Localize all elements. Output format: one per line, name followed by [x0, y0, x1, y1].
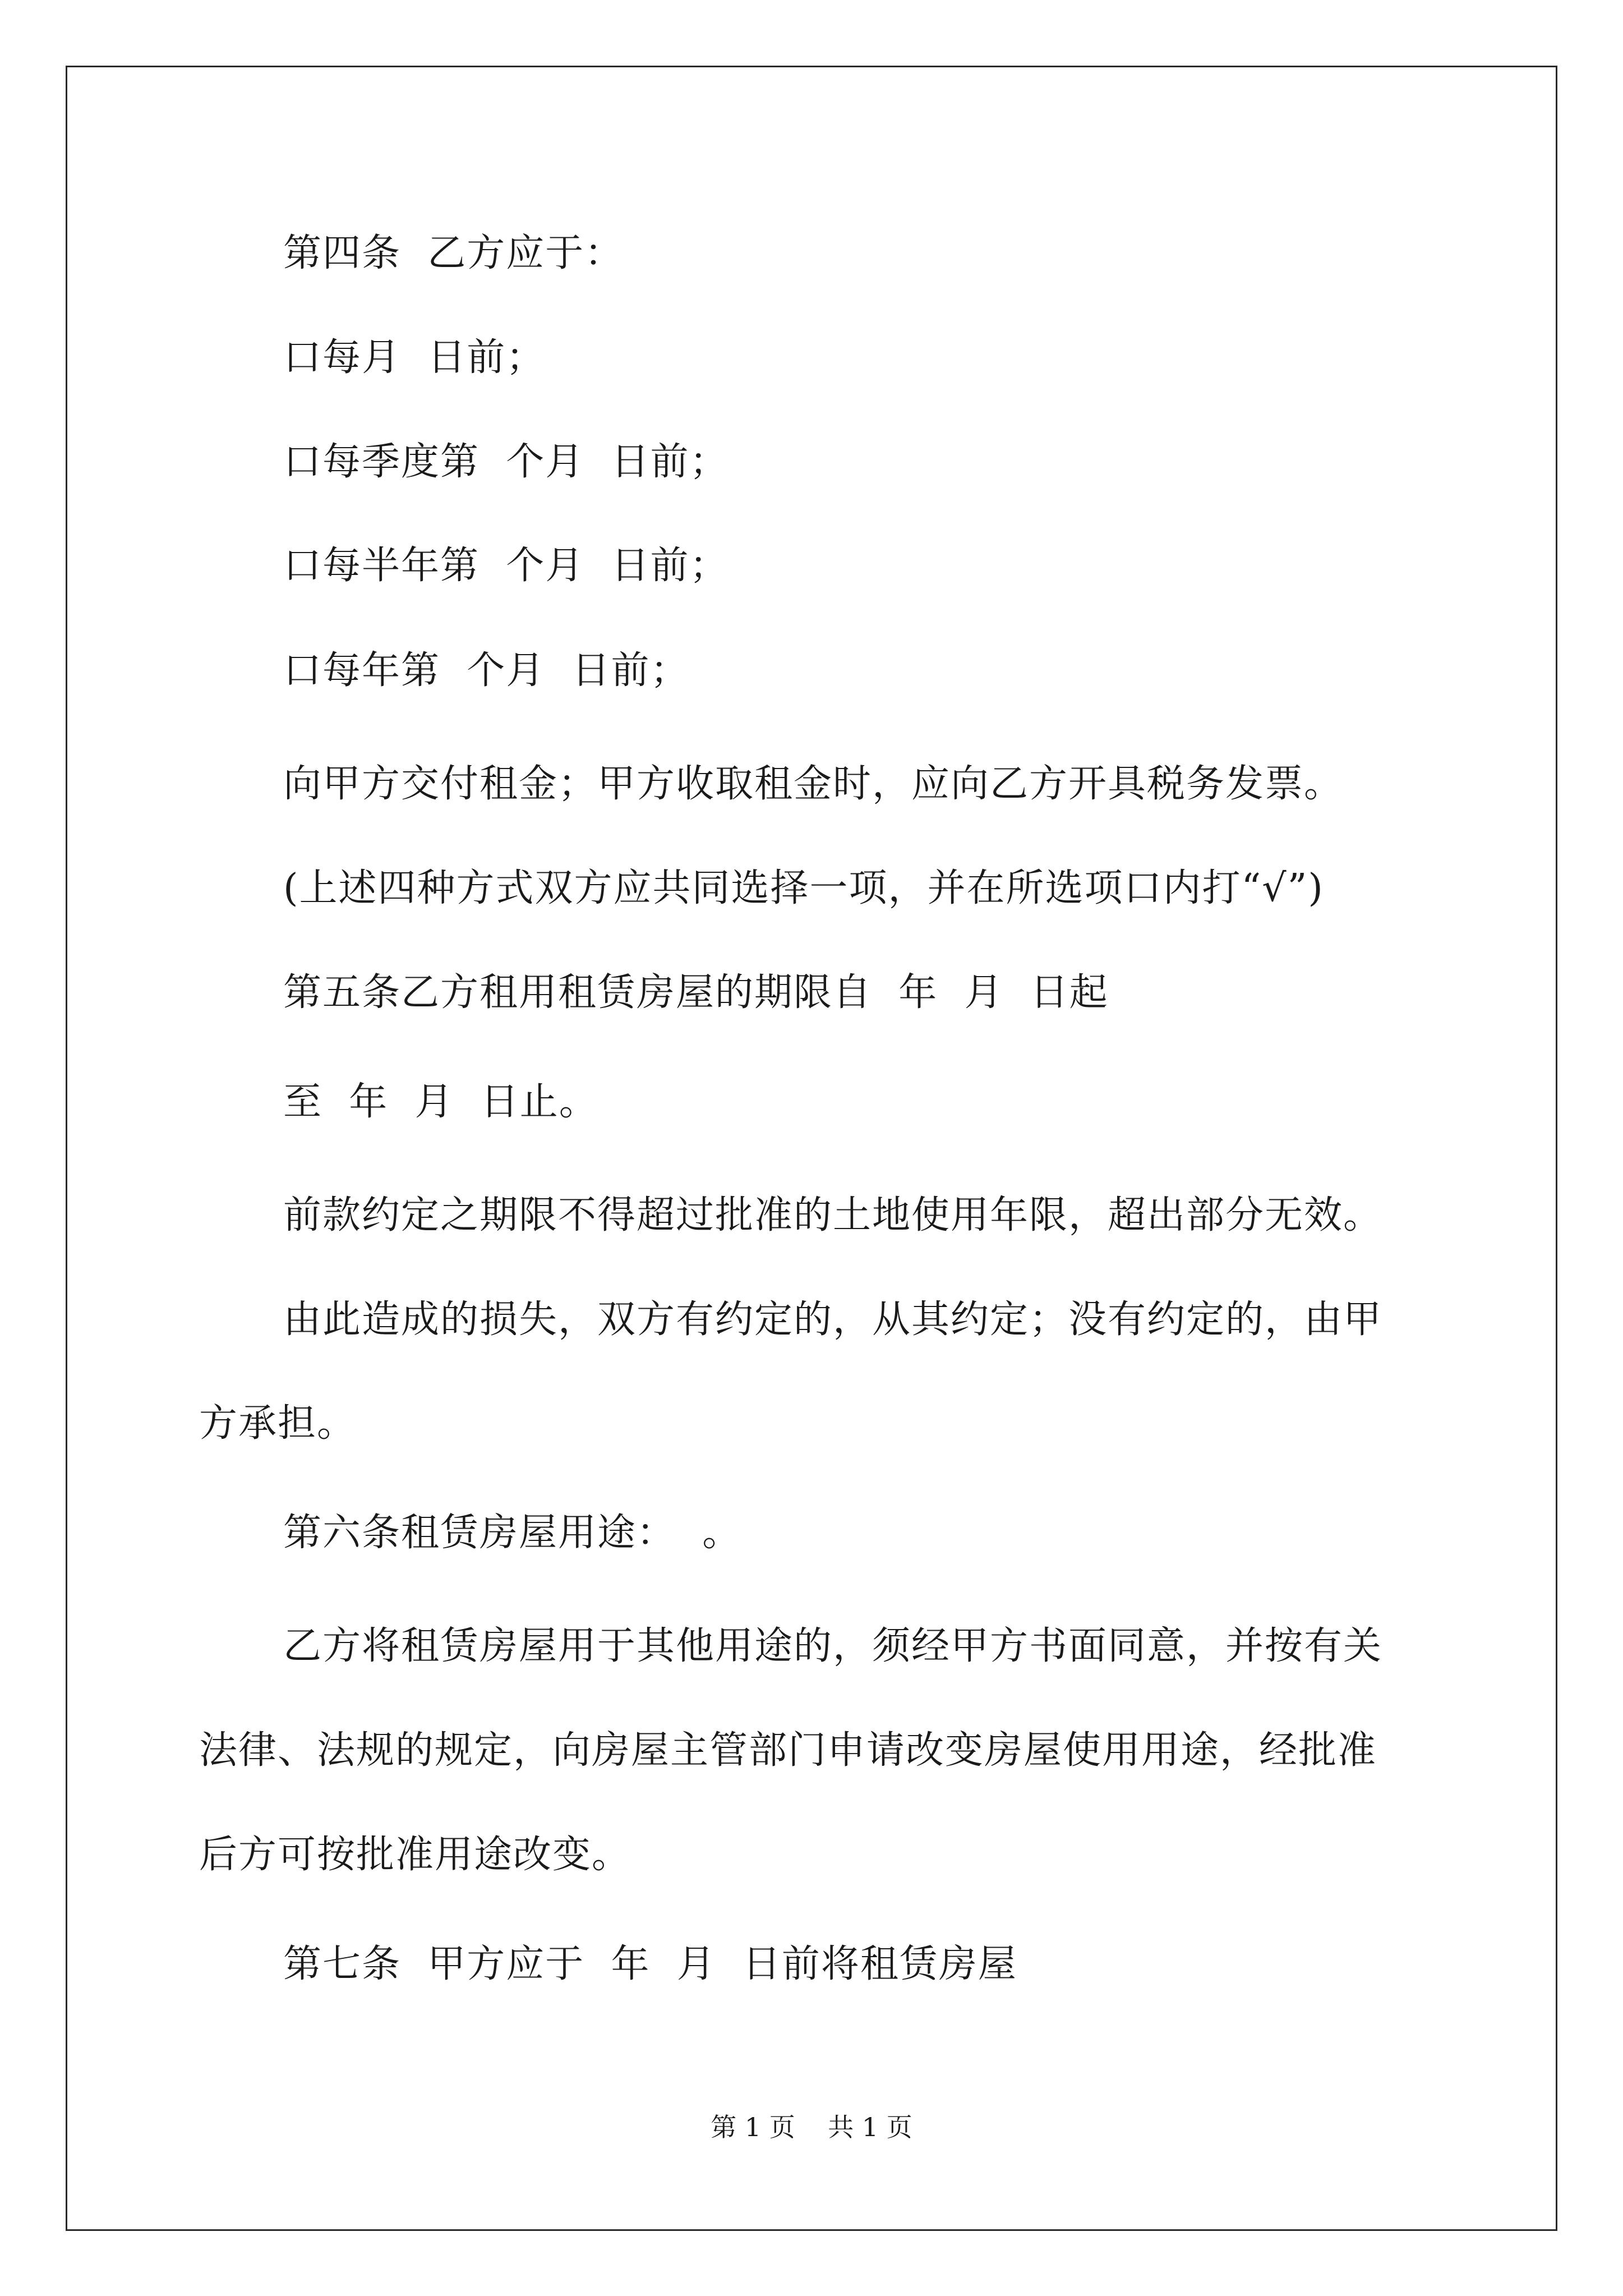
page-footer: 第 1 页 共 1 页: [711, 2112, 912, 2142]
usage-change-line-2: 法律、法规的规定，向房屋主管部门申请改变房屋使用用途，经批准: [199, 1728, 1377, 1773]
clause-5-term-start: 第五条乙方租用租赁房屋的期限自 年 月 日起: [283, 970, 1109, 1015]
clause-5-term-end: 至 年 月 日止。: [283, 1080, 598, 1124]
term-limit-text: 前款约定之期限不得超过批准的土地使用年限，超出部分无效。: [283, 1193, 1383, 1237]
rent-payment-text: 向甲方交付租金；甲方收取租金时，应向乙方开具税务发票。: [283, 762, 1344, 806]
usage-change-line-1: 乙方将租赁房屋用于其他用途的，须经甲方书面同意，并按有关: [283, 1624, 1383, 1668]
option-yearly: 口每年第 个月 日前；: [283, 648, 690, 693]
loss-liability-line-2: 方承担。: [199, 1401, 357, 1446]
usage-change-line-3: 后方可按批准用途改变。: [199, 1833, 631, 1877]
option-quarterly: 口每季度第 个月 日前；: [283, 440, 729, 484]
clause-6-usage: 第六条租赁房屋用途： 。: [283, 1511, 742, 1555]
page-border: [66, 66, 1557, 2231]
selection-note: (上述四种方式双方应共同选择一项，并在所选项口内打“√”): [283, 866, 1324, 910]
clause-4-heading: 第四条 乙方应于：: [283, 231, 624, 275]
option-half-yearly: 口每半年第 个月 日前；: [283, 544, 729, 588]
option-monthly: 口每月 日前；: [283, 335, 546, 380]
loss-liability-line-1: 由此造成的损失，双方有约定的，从其约定；没有约定的，由甲: [283, 1297, 1383, 1342]
clause-7-heading: 第七条 甲方应于 年 月 日前将租赁房屋: [283, 1942, 1017, 1986]
